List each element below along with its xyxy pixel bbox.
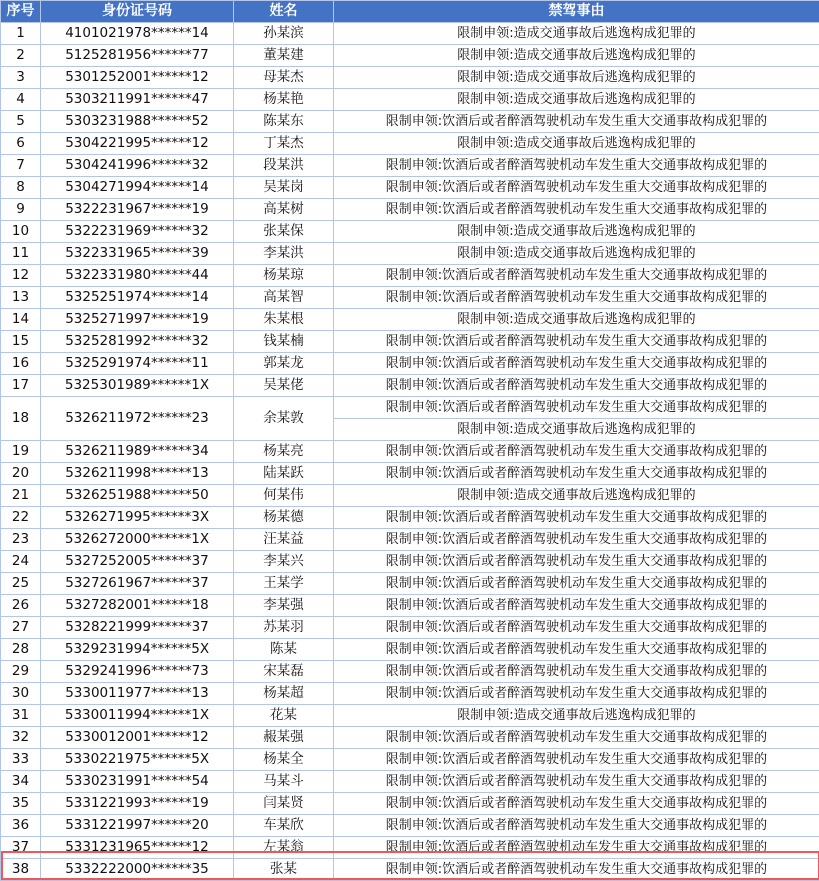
header-id-number: 身份证号码 — [41, 1, 234, 23]
ban-reason-cell: 限制申领:饮酒后或者醉酒驾驶机动车发生重大交通事故构成犯罪的 — [334, 793, 819, 815]
id-number-cell: 5332222000******35 — [41, 859, 234, 881]
ban-reason-cell: 限制申领:饮酒后或者醉酒驾驶机动车发生重大交通事故构成犯罪的 — [334, 771, 819, 793]
name-cell: 陆某跃 — [234, 463, 334, 485]
table-row — [1, 89, 819, 111]
id-number-cell: 5326272000******1X — [41, 529, 234, 551]
name-cell: 车某欣 — [234, 815, 334, 837]
row-index: 27 — [1, 617, 41, 639]
id-number-cell: 5330012001******12 — [41, 727, 234, 749]
name-cell: 杨某德 — [234, 507, 334, 529]
ban-reason-cell: 限制申领:饮酒后或者醉酒驾驶机动车发生重大交通事故构成犯罪的 — [334, 683, 819, 705]
row-index: 12 — [1, 265, 41, 287]
id-number-cell: 5325251974******14 — [41, 287, 234, 309]
ban-reason-cell: 限制申领:饮酒后或者醉酒驾驶机动车发生重大交通事故构成犯罪的 — [334, 749, 819, 771]
name-cell: 苏某羽 — [234, 617, 334, 639]
name-cell: 钱某楠 — [234, 331, 334, 353]
ban-reason-cell: 限制申领:造成交通事故后逃逸构成犯罪的 — [334, 485, 819, 507]
row-index: 28 — [1, 639, 41, 661]
table-row — [1, 111, 819, 133]
id-number-cell: 4101021978******14 — [41, 23, 234, 45]
ban-reason-cell: 限制申领:饮酒后或者醉酒驾驶机动车发生重大交通事故构成犯罪的 — [334, 463, 819, 485]
name-cell: 李某洪 — [234, 243, 334, 265]
table-row — [1, 551, 819, 573]
table-row — [1, 287, 819, 309]
id-number-cell: 5326211989******34 — [41, 441, 234, 463]
row-index: 17 — [1, 375, 41, 397]
name-cell: 闫某贤 — [234, 793, 334, 815]
table-row — [1, 353, 819, 375]
table-row — [1, 441, 819, 463]
id-number-cell: 5330011994******1X — [41, 705, 234, 727]
table-body — [1, 23, 819, 881]
table-row — [1, 749, 819, 771]
row-index: 22 — [1, 507, 41, 529]
id-number-cell: 5304241996******32 — [41, 155, 234, 177]
ban-reason-cell: 限制申领:饮酒后或者醉酒驾驶机动车发生重大交通事故构成犯罪的 — [334, 617, 819, 639]
id-number-cell: 5328221999******37 — [41, 617, 234, 639]
name-cell: 母某杰 — [234, 67, 334, 89]
table-row — [1, 573, 819, 595]
ban-reason-cell: 限制申领:饮酒后或者醉酒驾驶机动车发生重大交通事故构成犯罪的 — [334, 595, 819, 617]
id-number-cell: 5325271997******19 — [41, 309, 234, 331]
id-number-cell: 5301252001******12 — [41, 67, 234, 89]
table-header-row — [1, 1, 819, 23]
ban-reason-cell: 限制申领:饮酒后或者醉酒驾驶机动车发生重大交通事故构成犯罪的 — [334, 177, 819, 199]
name-cell: 郭某龙 — [234, 353, 334, 375]
row-index: 5 — [1, 111, 41, 133]
row-index: 11 — [1, 243, 41, 265]
name-cell: 丁某杰 — [234, 133, 334, 155]
ban-reason-cell: 限制申领:造成交通事故后逃逸构成犯罪的 — [334, 705, 819, 727]
id-number-cell: 5325291974******11 — [41, 353, 234, 375]
table-row — [1, 23, 819, 45]
id-number-cell: 5125281956******77 — [41, 45, 234, 67]
ban-reason-cell: 限制申领:饮酒后或者醉酒驾驶机动车发生重大交通事故构成犯罪的 — [334, 441, 819, 463]
name-cell: 花某 — [234, 705, 334, 727]
ban-reason-cell: 限制申领:饮酒后或者醉酒驾驶机动车发生重大交通事故构成犯罪的 — [334, 573, 819, 595]
row-index: 4 — [1, 89, 41, 111]
name-cell: 陈某 — [234, 639, 334, 661]
id-number-cell: 5327261967******37 — [41, 573, 234, 595]
ban-reason-cell: 限制申领:饮酒后或者醉酒驾驶机动车发生重大交通事故构成犯罪的 — [334, 859, 819, 881]
id-number-cell: 5326251988******50 — [41, 485, 234, 507]
row-index: 1 — [1, 23, 41, 45]
ban-reason-cell: 限制申领:饮酒后或者醉酒驾驶机动车发生重大交通事故构成犯罪的 — [334, 111, 819, 133]
table-row — [1, 661, 819, 683]
row-index: 31 — [1, 705, 41, 727]
ban-reason-cell: 限制申领:造成交通事故后逃逸构成犯罪的 — [334, 243, 819, 265]
table-row — [1, 705, 819, 727]
ban-reason-cell: 限制申领:饮酒后或者醉酒驾驶机动车发生重大交通事故构成犯罪的 — [334, 727, 819, 749]
row-index: 3 — [1, 67, 41, 89]
name-cell: 董某建 — [234, 45, 334, 67]
id-number-cell: 5303211991******47 — [41, 89, 234, 111]
table-row — [1, 265, 819, 287]
table-row — [1, 507, 819, 529]
name-cell: 杨某全 — [234, 749, 334, 771]
row-index: 37 — [1, 837, 41, 859]
row-index: 8 — [1, 177, 41, 199]
row-index: 14 — [1, 309, 41, 331]
ban-reason-cell: 限制申领:饮酒后或者醉酒驾驶机动车发生重大交通事故构成犯罪的 — [334, 375, 819, 397]
name-cell: 李某兴 — [234, 551, 334, 573]
ban-reason-cell: 限制申领:饮酒后或者醉酒驾驶机动车发生重大交通事故构成犯罪的 — [334, 639, 819, 661]
table-row — [1, 837, 819, 859]
row-index: 38 — [1, 859, 41, 881]
table-row — [1, 595, 819, 617]
ban-reason-cell: 限制申领:饮酒后或者醉酒驾驶机动车发生重大交通事故构成犯罪的 — [334, 353, 819, 375]
id-number-cell: 5326271995******3X — [41, 507, 234, 529]
table-row — [1, 331, 819, 353]
name-cell: 王某学 — [234, 573, 334, 595]
id-number-cell: 5304271994******14 — [41, 177, 234, 199]
table-row — [1, 617, 819, 639]
id-number-cell: 5304221995******12 — [41, 133, 234, 155]
table-row — [1, 221, 819, 243]
name-cell: 何某伟 — [234, 485, 334, 507]
id-number-cell: 5303231988******52 — [41, 111, 234, 133]
ban-reason-cell: 限制申领:饮酒后或者醉酒驾驶机动车发生重大交通事故构成犯罪的 — [334, 551, 819, 573]
name-cell: 吴某佬 — [234, 375, 334, 397]
id-number-cell: 5325281992******32 — [41, 331, 234, 353]
id-number-cell: 5329231994******5X — [41, 639, 234, 661]
row-index: 16 — [1, 353, 41, 375]
id-number-cell: 5322331980******44 — [41, 265, 234, 287]
ban-reason-cell: 限制申领:饮酒后或者醉酒驾驶机动车发生重大交通事故构成犯罪的 — [334, 661, 819, 683]
name-cell: 宋某磊 — [234, 661, 334, 683]
ban-reason-cell: 限制申领:造成交通事故后逃逸构成犯罪的 — [334, 133, 819, 155]
name-cell: 张某保 — [234, 221, 334, 243]
table-row — [1, 771, 819, 793]
table-row — [1, 375, 819, 397]
id-number-cell: 5330011977******13 — [41, 683, 234, 705]
table-row — [1, 155, 819, 177]
row-index: 29 — [1, 661, 41, 683]
id-number-cell: 5326211998******13 — [41, 463, 234, 485]
name-cell: 朱某根 — [234, 309, 334, 331]
ban-reason-cell: 限制申领:饮酒后或者醉酒驾驶机动车发生重大交通事故构成犯罪的 — [334, 837, 819, 859]
name-cell: 汪某益 — [234, 529, 334, 551]
row-index: 6 — [1, 133, 41, 155]
row-index: 10 — [1, 221, 41, 243]
ban-reason-cell: 限制申领:饮酒后或者醉酒驾驶机动车发生重大交通事故构成犯罪的 — [334, 155, 819, 177]
name-cell: 马某斗 — [234, 771, 334, 793]
table-row — [1, 463, 819, 485]
id-number-cell: 5322231967******19 — [41, 199, 234, 221]
row-index: 18 — [1, 397, 41, 441]
ban-reason-cell: 限制申领:造成交通事故后逃逸构成犯罪的 — [334, 45, 819, 67]
row-index: 7 — [1, 155, 41, 177]
ban-reason-cell: 限制申领:造成交通事故后逃逸构成犯罪的 — [334, 419, 819, 441]
ban-reason-cell: 限制申领:造成交通事故后逃逸构成犯罪的 — [334, 309, 819, 331]
row-index: 24 — [1, 551, 41, 573]
row-index: 30 — [1, 683, 41, 705]
id-number-cell: 5325301989******1X — [41, 375, 234, 397]
table-row — [1, 529, 819, 551]
table-row — [1, 793, 819, 815]
name-cell: 杨某艳 — [234, 89, 334, 111]
table-row — [1, 67, 819, 89]
name-cell: 李某强 — [234, 595, 334, 617]
row-index: 9 — [1, 199, 41, 221]
name-cell: 高某智 — [234, 287, 334, 309]
ban-reason-cell: 限制申领:饮酒后或者醉酒驾驶机动车发生重大交通事故构成犯罪的 — [334, 265, 819, 287]
ban-reason-cell: 限制申领:造成交通事故后逃逸构成犯罪的 — [334, 89, 819, 111]
table-row — [1, 199, 819, 221]
table-row — [1, 309, 819, 331]
table-row — [1, 133, 819, 155]
id-number-cell: 5327282001******18 — [41, 595, 234, 617]
ban-reason-cell: 限制申领:饮酒后或者醉酒驾驶机动车发生重大交通事故构成犯罪的 — [334, 287, 819, 309]
table-row — [1, 243, 819, 265]
row-index: 32 — [1, 727, 41, 749]
row-index: 21 — [1, 485, 41, 507]
name-cell: 杨某琼 — [234, 265, 334, 287]
name-cell: 吴某岗 — [234, 177, 334, 199]
ban-reason-cell: 限制申领:饮酒后或者醉酒驾驶机动车发生重大交通事故构成犯罪的 — [334, 331, 819, 353]
row-index: 33 — [1, 749, 41, 771]
row-index: 2 — [1, 45, 41, 67]
id-number-cell: 5329241996******73 — [41, 661, 234, 683]
ban-reason-cell: 限制申领:饮酒后或者醉酒驾驶机动车发生重大交通事故构成犯罪的 — [334, 397, 819, 419]
table-row — [1, 727, 819, 749]
row-index: 15 — [1, 331, 41, 353]
name-cell: 赧某强 — [234, 727, 334, 749]
header-index: 序号 — [1, 1, 41, 23]
table-row — [1, 815, 819, 837]
id-number-cell: 5331221993******19 — [41, 793, 234, 815]
table-row — [1, 859, 819, 881]
row-index: 25 — [1, 573, 41, 595]
id-number-cell: 5331221997******20 — [41, 815, 234, 837]
id-number-cell: 5330221975******5X — [41, 749, 234, 771]
row-index: 23 — [1, 529, 41, 551]
table-row — [1, 45, 819, 67]
name-cell: 杨某亮 — [234, 441, 334, 463]
name-cell: 孙某滨 — [234, 23, 334, 45]
name-cell: 段某洪 — [234, 155, 334, 177]
table-row — [1, 397, 819, 419]
id-number-cell: 5331231965******12 — [41, 837, 234, 859]
row-index: 36 — [1, 815, 41, 837]
row-index: 19 — [1, 441, 41, 463]
table-row — [1, 177, 819, 199]
name-cell: 陈某东 — [234, 111, 334, 133]
row-index: 35 — [1, 793, 41, 815]
name-cell: 左某翁 — [234, 837, 334, 859]
name-cell: 杨某超 — [234, 683, 334, 705]
row-index: 26 — [1, 595, 41, 617]
ban-reason-cell: 限制申领:饮酒后或者醉酒驾驶机动车发生重大交通事故构成犯罪的 — [334, 815, 819, 837]
id-number-cell: 5327252005******37 — [41, 551, 234, 573]
ban-reason-cell: 限制申领:造成交通事故后逃逸构成犯罪的 — [334, 67, 819, 89]
row-index: 13 — [1, 287, 41, 309]
header-ban-reason: 禁驾事由 — [334, 1, 819, 23]
name-cell: 张某 — [234, 859, 334, 881]
id-number-cell: 5322331965******39 — [41, 243, 234, 265]
id-number-cell: 5322231969******32 — [41, 221, 234, 243]
table-row — [1, 485, 819, 507]
row-index: 34 — [1, 771, 41, 793]
name-cell: 余某敦 — [234, 397, 334, 441]
table-row — [1, 683, 819, 705]
header-name: 姓名 — [234, 1, 334, 23]
ban-reason-cell: 限制申领:饮酒后或者醉酒驾驶机动车发生重大交通事故构成犯罪的 — [334, 529, 819, 551]
name-cell: 高某树 — [234, 199, 334, 221]
id-number-cell: 5330231991******54 — [41, 771, 234, 793]
ban-reason-cell: 限制申领:饮酒后或者醉酒驾驶机动车发生重大交通事故构成犯罪的 — [334, 199, 819, 221]
ban-reason-cell: 限制申领:造成交通事故后逃逸构成犯罪的 — [334, 23, 819, 45]
ban-reason-cell: 限制申领:饮酒后或者醉酒驾驶机动车发生重大交通事故构成犯罪的 — [334, 507, 819, 529]
row-index: 20 — [1, 463, 41, 485]
table-row — [1, 639, 819, 661]
id-number-cell: 5326211972******23 — [41, 397, 234, 441]
ban-reason-cell: 限制申领:造成交通事故后逃逸构成犯罪的 — [334, 221, 819, 243]
